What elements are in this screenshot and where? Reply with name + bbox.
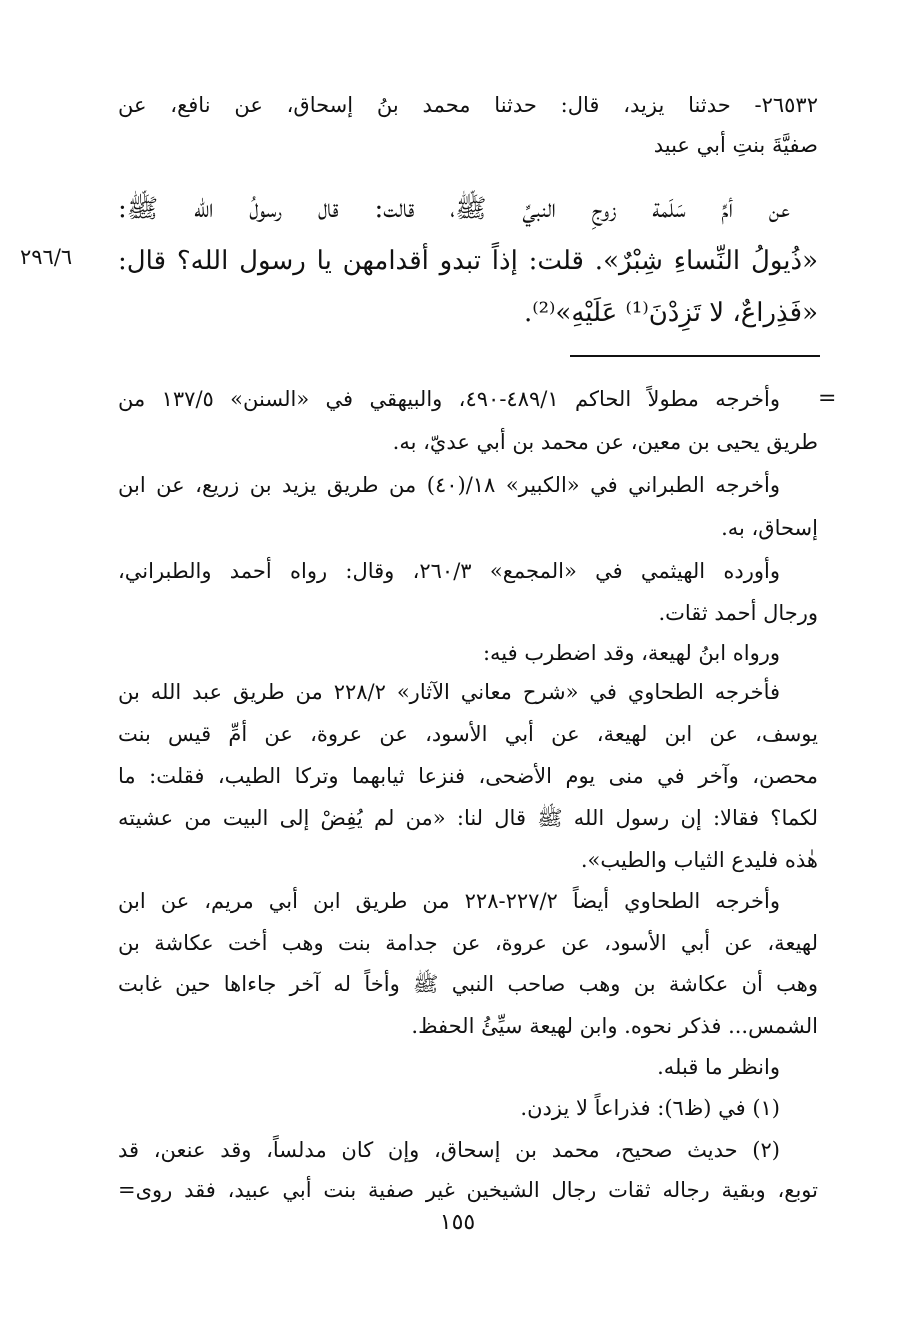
note-line: الشمس... فذكر نحوه. وابن لهيعة سيِّئُ الحفظ. [411,1014,818,1038]
note-line: ورواه ابنُ لهيعة، وقد اضطرب فيه: [482,641,780,665]
margin-reference: ٢٩٦/٦ [20,245,73,269]
note-line: طريق يحيى بن معين، عن محمد بن أبي عديّ، به. [392,430,818,454]
note-line: لكما؟ فقالا: إن رسول الله ﷺ قال لنا: «من لم يُفِضْ إلى البيت من عشيته [118,806,818,830]
page-number: ١٥٥ [439,1210,476,1235]
note-line: إسحاق، به. [721,516,818,540]
note-line: ورجال أحمد ثقات. [658,601,818,625]
isnad-line-1: ٢٦٥٣٢- حدثنا يزيد، قال: حدثنا محمد بنُ إسحاق، عن نافع، عن [118,93,818,117]
note-line: وانظر ما قبله. [657,1055,780,1079]
note-line: وأخرجه الطحاوي أيضاً ٢٢٧/٢-٢٢٨ من طريق ابن أبي مريم، عن ابن [118,889,780,913]
note-line: فأخرجه الطحاوي في «شرح معاني الآثار» ٢٢٨/٢ من طريق عبد الله بن [118,680,780,704]
footnote-2-line-2: توبع، وبقية رجاله ثقات رجال الشيخين غير صفية بنت أبي عبيد، فقد روى= [118,1178,818,1202]
note-line: وأورده الهيثمي في «المجمع» ٢٦٠/٣، وقال: رواه أحمد والطبراني، [118,559,780,583]
note-line: وهب أن عكاشة بن وهب صاحب النبي ﷺ وأخاً له آخر جاءاها حين غابت [118,972,818,996]
note-line: وأخرجه الطبراني في «الكبير» ١٨/(٤٠) من طريق يزيد بن زريع، عن ابن [118,473,780,497]
footnote-1: (١) في (ظ٦): فذراعاً لا يزدن. [520,1096,780,1120]
note-line: يوسف، عن ابن لهيعة، عن أبي الأسود، عن عروة، عن أمِّ قيس بنت [118,722,818,746]
hadith-line-3: «فَذِراعٌ، لا تَزِدْنَ⁽¹⁾ عَلَيْهِ»⁽²⁾. [523,298,818,328]
isnad-line-2: صفيَّةَ بنتِ أبي عبيد [653,133,818,157]
footnote-2-line-1: (٢) حديث صحيح، محمد بن إسحاق، وإن كان مدلساً، وقد عنعن، قد [118,1138,780,1162]
note-line: هٰذه فليدع الثياب والطيب». [580,848,818,872]
footnote-separator [570,355,820,357]
note-line: وأخرجه مطولاً الحاكم ٤٨٩/١-٤٩٠، والبيهقي في «السنن» ١٣٧/٥ من [118,387,780,411]
hadith-line-2: «ذُيولُ النِّساءِ شِبْرٌ». قلت: إذاً تبدو أقدامهن يا رسول الله؟ قال: [118,246,818,276]
note-line: لهيعة، عن أبي الأسود، عن عروة، عن جدامة بنت وهب أخت عكاشة بن [118,931,818,955]
hadith-line-1: عن أمِّ سَلَمة زوجِ النبيِّ ﷺ، قالت: قال رسولُ الله ﷺ: [118,194,790,224]
note-line: محصن، وآخر في منى يوم الأضحى، فنزعا ثيابهما وتركا الطيب، فقلت: ما [118,764,818,788]
continuation-mark: = [818,386,837,411]
